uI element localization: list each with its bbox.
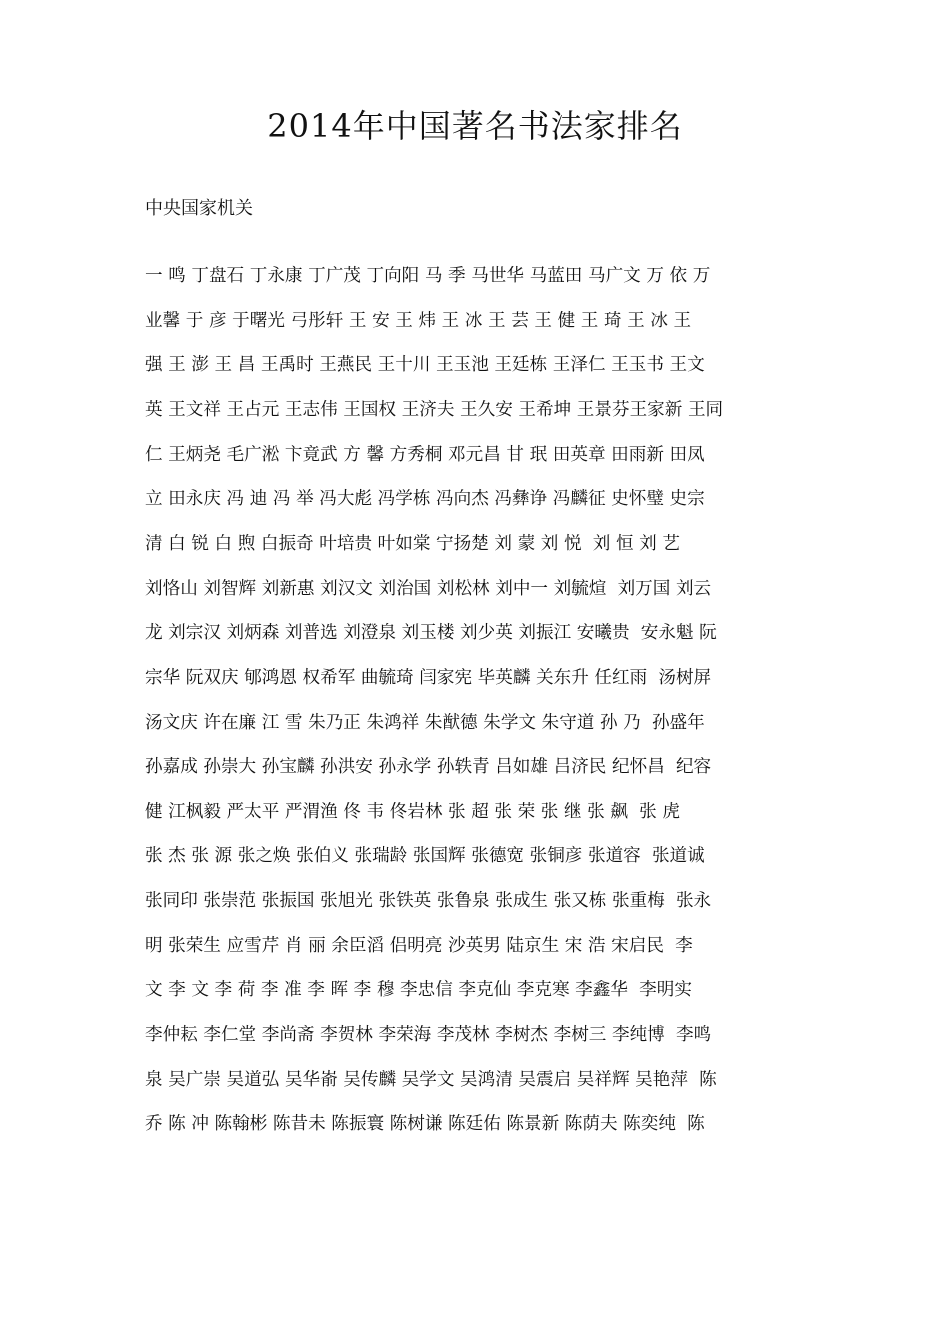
name-list-line: 英 王文祥 王占元 王志伟 王国权 王济夫 王久安 王希坤 王景芬王家新 王同 — [145, 399, 724, 420]
name-list-line: 业馨 于 彦 于曙光 弓彤轩 王 安 王 炜 王 冰 王 芸 王 健 王 琦 王 冰 王 — [145, 310, 692, 331]
name-list-line: 乔 陈 冲 陈翰彬 陈昔未 陈振寰 陈树谦 陈廷佑 陈景新 陈荫夫 陈奕纯 陈 — [145, 1114, 705, 1135]
name-list-line: 一 鸣 丁盘石 丁永康 丁广茂 丁向阳 马 季 马世华 马蓝田 马广文 万 依 万 — [145, 266, 711, 286]
name-list-line: 刘恪山 刘智辉 刘新惠 刘汉文 刘治国 刘松林 刘中一 刘毓煊 刘万国 刘云 — [145, 578, 712, 599]
name-list-line: 张同印 张崇范 张振国 张旭光 张铁英 张鲁泉 张成生 张又栋 张重梅 张永 — [145, 891, 712, 912]
name-list-line: 强 王 澎 王 昌 王禹时 王燕民 王十川 王玉池 王廷栋 王泽仁 王玉书 王文 — [145, 355, 705, 376]
name-list-line: 张 杰 张 源 张之焕 张伯义 张瑞龄 张国辉 张德宽 张铜彦 张道容 张道诚 — [145, 846, 705, 867]
name-list-line: 汤文庆 许在廉 江 雪 朱乃正 朱鸿祥 朱猷德 朱学文 朱守道 孙 乃 孙盛年 — [145, 712, 705, 733]
name-list-line: 健 江枫毅 严太平 严渭渔 佟 韦 佟岩林 张 超 张 荣 张 继 张 飙 张 虎 — [145, 801, 680, 822]
document-title: 2014年中国著名书法家排名 — [267, 107, 683, 145]
name-list-line: 宗华 阮双庆 郇鸿恩 权希军 曲毓琦 闫家宪 毕英麟 关东升 任红雨 汤树屏 — [145, 667, 712, 688]
name-list-line: 李仲耘 李仁堂 李尚斋 李贺林 李荣海 李茂林 李树杰 李树三 李纯博 李鸣 — [145, 1025, 712, 1046]
name-list-line: 龙 刘宗汉 刘炳森 刘普选 刘澄泉 刘玉楼 刘少英 刘振江 安曦贵 安永魁 阮 — [145, 623, 717, 644]
name-list-line: 仁 王炳尧 毛广淞 卞竟武 方 馨 方秀桐 邓元昌 甘 珉 田英章 田雨新 田凤 — [145, 444, 705, 465]
name-list-line: 清 白 锐 白 煦 白振奇 叶培贵 叶如棠 宁扬楚 刘 蒙 刘 悦 刘 恒 刘 艺 — [145, 533, 680, 554]
section-heading: 中央国家机关 — [145, 198, 253, 219]
name-list-line: 文 李 文 李 荷 李 准 李 晖 李 穆 李忠信 李克仙 李克寒 李鑫华 李明实 — [145, 980, 692, 1001]
name-list-line: 泉 吴广崇 吴道弘 吴华嵛 吴传麟 吴学文 吴鸿清 吴震启 吴祥辉 吴艳萍 陈 — [145, 1069, 717, 1090]
name-list-line: 明 张荣生 应雪芹 肖 丽 余臣滔 侣明亮 沙英男 陆京生 宋 浩 宋启民 李 — [145, 935, 693, 956]
name-list-line: 孙嘉成 孙崇大 孙宝麟 孙洪安 孙永学 孙轶青 吕如雄 吕济民 纪怀昌 纪容 — [145, 757, 712, 778]
name-list-line: 立 田永庆 冯 迪 冯 举 冯大彪 冯学栋 冯向杰 冯彝诤 冯麟征 史怀璧 史宗 — [145, 489, 705, 510]
